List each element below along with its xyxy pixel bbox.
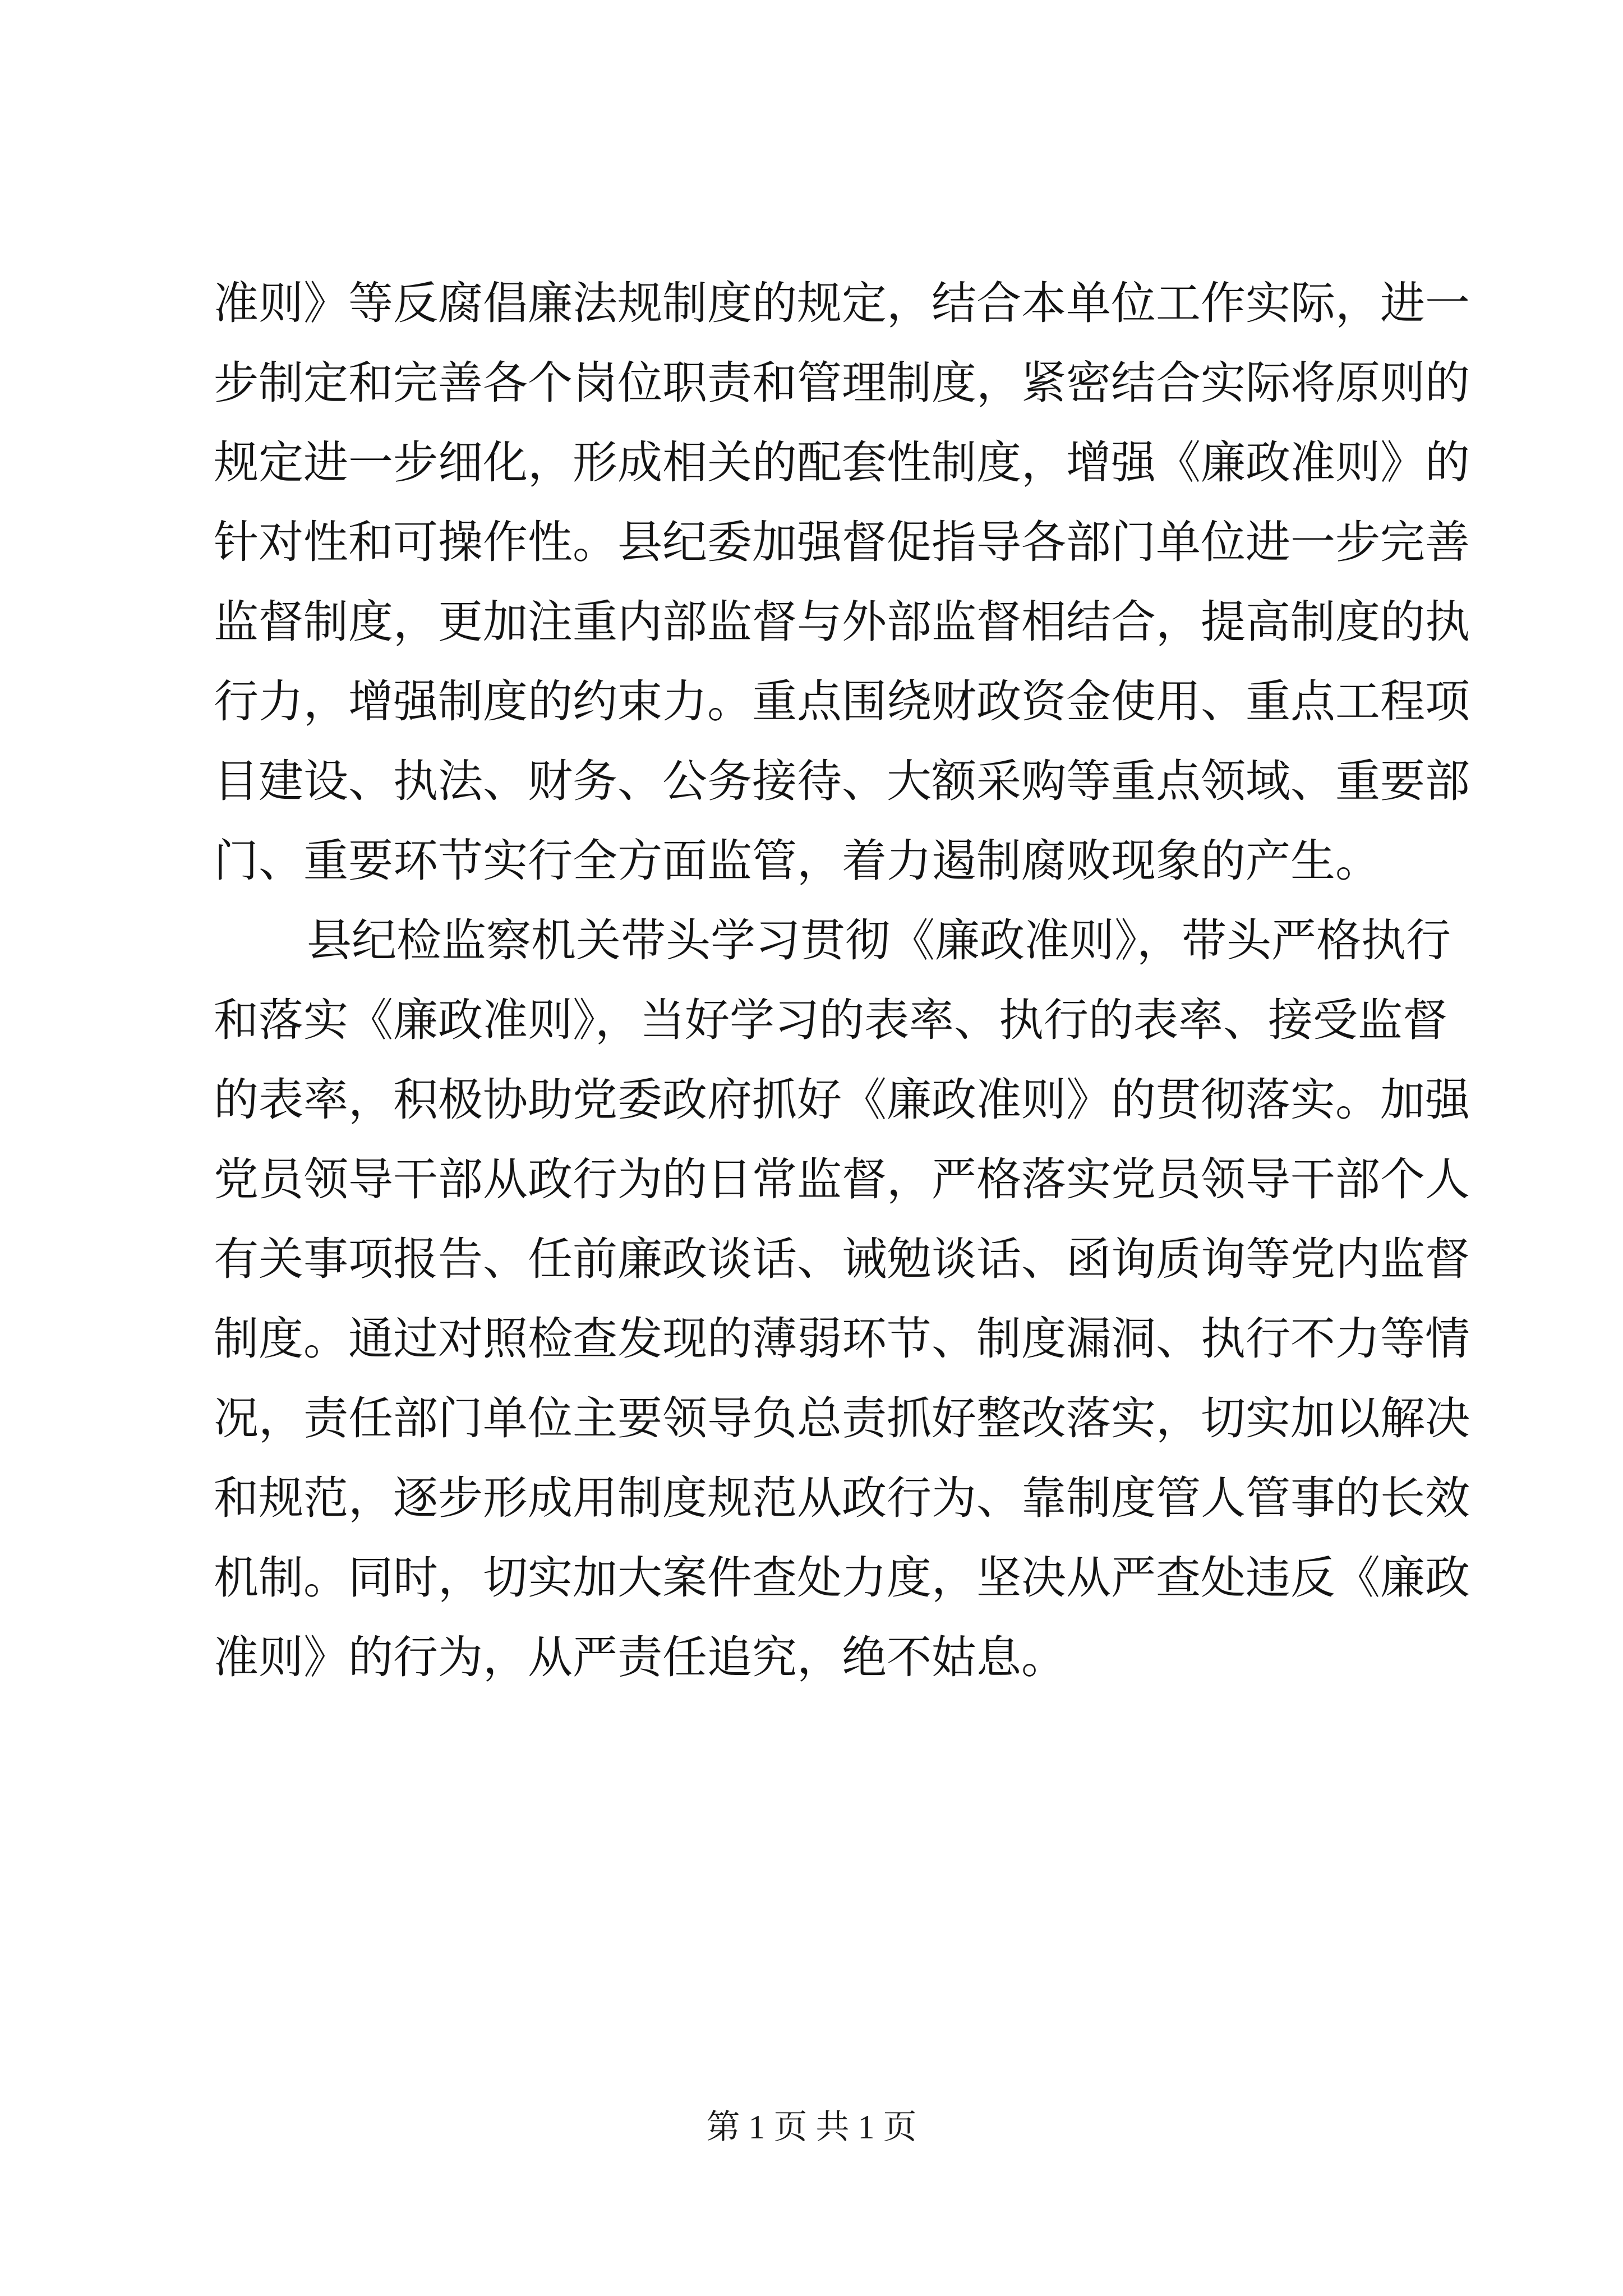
text-line: 监督制度，更加注重内部监督与外部监督相结合，提高制度的执 <box>214 596 1470 648</box>
text-line: 针对性和可操作性。县纪委加强督促指导各部门单位进一步完善 <box>214 516 1470 568</box>
text-line: 准则》等反腐倡廉法规制度的规定，结合本单位工作实际，进一 <box>214 277 1470 329</box>
paragraph-1 <box>214 264 1470 901</box>
paragraph-2 <box>214 901 1470 1697</box>
text-line: 制度。通过对照检查发现的薄弱环节、制度漏洞、执行不力等情 <box>214 1313 1470 1365</box>
text-line: 党员领导干部从政行为的日常监督，严格落实党员领导干部个人 <box>214 1153 1470 1205</box>
text-line: 目建设、执法、财务、公务接待、大额采购等重点领域、重要部 <box>214 755 1470 807</box>
text-line: 规定进一步细化，形成相关的配套性制度，增强《廉政准则》的 <box>214 436 1470 489</box>
text-line: 门、重要环节实行全方面监管，着力遏制腐败现象的产生。 <box>214 835 1380 887</box>
page-footer: 第 1 页 共 1 页 <box>706 2109 917 2146</box>
text-line: 有关事项报告、任前廉政谈话、诫勉谈话、函询质询等党内监督 <box>214 1233 1470 1285</box>
text-line: 准则》的行为，从严责任追究，绝不姑息。 <box>214 1631 1066 1683</box>
text-line: 县纪检监察机关带头学习贯彻《廉政准则》，带头严格执行 <box>307 914 1451 967</box>
body-text <box>214 264 1470 1697</box>
text-line: 况，责任部门单位主要领导负总责抓好整改落实，切实加以解决 <box>214 1392 1470 1444</box>
text-line: 机制。同时，切实加大案件查处力度，坚决从严查处违反《廉政 <box>214 1552 1470 1604</box>
text-line: 行力，增强制度的约束力。重点围绕财政资金使用、重点工程项 <box>214 675 1470 728</box>
text-line: 步制定和完善各个岗位职责和管理制度，紧密结合实际将原则的 <box>214 357 1470 409</box>
text-line: 和落实《廉政准则》，当好学习的表率、执行的表率、接受监督 <box>214 994 1447 1046</box>
text-line: 和规范，逐步形成用制度规范从政行为、靠制度管人管事的长效 <box>214 1472 1470 1524</box>
text-line: 的表率，积极协助党委政府抓好《廉政准则》的贯彻落实。加强 <box>214 1074 1470 1126</box>
